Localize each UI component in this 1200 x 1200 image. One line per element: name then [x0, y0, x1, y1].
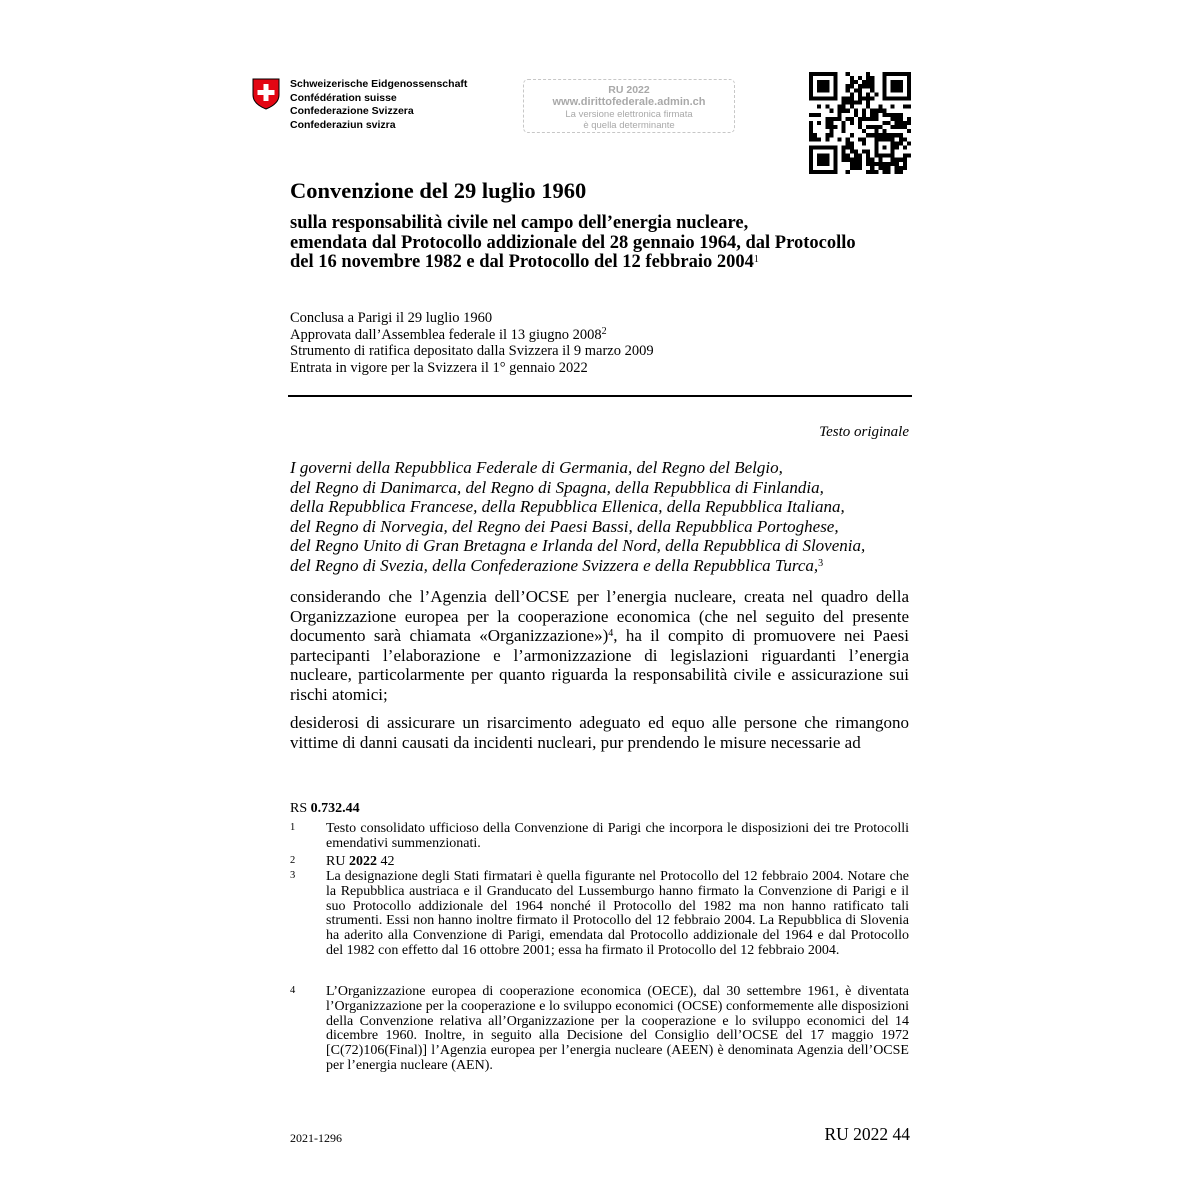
footnote-4 — [290, 985, 909, 1074]
page-title: Convenzione del 29 luglio 1960 — [290, 178, 587, 203]
qr-code-icon — [809, 72, 911, 174]
footnote-1 — [290, 822, 909, 852]
footnote-2 — [290, 855, 909, 870]
confederation-line: Confederazione Svizzera — [290, 105, 414, 117]
page-reference: RU 2022 44 — [824, 1124, 910, 1144]
subtitle-text: del 16 novembre 1982 e dal Protocollo del 12 febbraio 2004 — [290, 252, 754, 272]
stamp-url[interactable]: www.dirittofederale.admin.ch — [552, 96, 706, 108]
document-code: 2021-1296 — [290, 1131, 342, 1145]
preamble — [290, 458, 930, 576]
rs-number — [290, 801, 360, 817]
preamble-line: del Regno Unito di Gran Bretagna e Irlanda del Nord, della Repubblica di Slovenia, — [290, 536, 866, 556]
footnote-number: 3 — [290, 870, 296, 881]
rs-prefix: RS — [290, 801, 311, 816]
footnote-text: L’Organizzazione europea di cooperazione economica (OECE), dal 30 settembre 1961, è diventata l’Organizzazione per la cooperazione e lo sviluppo economici (OCSE) conformemente alle disposizioni della Convenzione relativa all’Organizzazione per la cooperazione e lo sviluppo economici del 14 dicembre 1960. Inoltre, in seguito alla Decisione del Consiglio dell’OCSE del 17 maggio 1972 [C(72)106(Final)] l’Agenzia europea per l’energia nucleare (AEEN) è denominata Agenzia dell’OCSE per l’energia nucleare (AEN). — [326, 984, 909, 1073]
preamble-line: del Regno di Danimarca, del Regno di Spagna, della Repubblica di Finlandia, — [290, 477, 824, 497]
footnote-ref[interactable]: 2 — [601, 325, 607, 337]
paragraph-text: , ha il compito di promuovere nei Paesi partecipanti l’elaborazione e l’armonizzazione di legislazioni riguardanti l’energia nucleare, particolarmente per quanto riguarda la responsabilità civile e assicurazione sui rischi atomici; — [290, 626, 909, 704]
confederation-names — [290, 78, 467, 132]
confederation-line: Confederaziun svizra — [290, 118, 396, 131]
ratification-line: Strumento di ratifica depositato dalla Svizzera il 9 marzo 2009 — [290, 343, 654, 359]
adoption-details — [290, 310, 654, 376]
footnote-text: Testo consolidato ufficioso della Convenzione di Parigi che incorpora le disposizioni dei tre Protocolli emendativi summenzionati. — [326, 821, 909, 851]
footnote-number: 4 — [290, 985, 296, 996]
footnote-number: 2 — [290, 855, 296, 866]
ru-year: 2022 — [348, 854, 377, 869]
swiss-cross-shield-icon — [252, 78, 280, 110]
footnote-3 — [290, 870, 909, 959]
ru-page: 42 — [376, 854, 395, 869]
original-text-label: Testo originale — [819, 424, 909, 440]
approved-line — [290, 327, 654, 344]
rs-value: 0.732.44 — [310, 801, 360, 816]
preamble-line — [290, 556, 930, 576]
page-subtitle — [290, 214, 930, 273]
concluded-line: Conclusa a Parigi il 29 luglio 1960 — [290, 310, 493, 326]
divider — [288, 395, 912, 397]
subtitle-line: sulla responsabilità civile nel campo dell’energia nucleare, — [290, 213, 749, 233]
stamp-note: La versione elettronica firmata — [565, 109, 693, 120]
confederation-line: Confédération suisse — [290, 91, 397, 104]
footnote-ref[interactable]: 4 — [608, 628, 614, 639]
footnote-text — [326, 855, 909, 870]
in-force-line: Entrata in vigore per la Svizzera il 1° gennaio 2022 — [290, 359, 588, 376]
approved-text: Approvata dall’Assemblea federale il 13 giugno 2008 — [290, 326, 602, 343]
confederation-line: Schweizerische Eidgenossenschaft — [290, 78, 468, 90]
considering-paragraph — [290, 587, 909, 704]
footnote-ref[interactable]: 1 — [753, 254, 759, 265]
desiring-paragraph: desiderosi di assicurare un risarcimento adeguato ed equo alle persone che rimangono vittime di danni causati da incidenti nucleari, pur prendendo le misure necessarie ad — [290, 713, 909, 752]
preamble-line: del Regno di Norvegia, del Regno dei Paesi Bassi, della Repubblica Portoghese, — [290, 516, 839, 536]
preamble-text: del Regno di Svezia, della Confederazione Svizzera e della Repubblica Turca, — [290, 555, 819, 575]
footnote-ref[interactable]: 3 — [818, 557, 824, 569]
preamble-line: I governi della Repubblica Federale di Germania, del Regno del Belgio, — [290, 458, 783, 477]
subtitle-line: emendata dal Protocollo addizionale del 28 gennaio 1964, dal Protocollo — [290, 232, 856, 253]
preamble-line: della Repubblica Francese, della Repubblica Ellenica, della Repubblica Italiana, — [290, 497, 845, 517]
electronic-version-stamp — [523, 79, 735, 133]
footnote-text: La designazione degli Stati firmatari è quella figurante nel Protocollo del 12 febbraio 2004. Notare che la Repubblica austriaca e il Granducato del Lussemburgo hanno firmato la Convenzione di Parigi e il suo Protocollo addizionale del 1964 nonché il Protocollo del 1982 ma non hanno ratificato tali strumenti. Essi non hanno inoltre firmato il Protocollo del 12 febbraio 2004. La Repubblica di Slovenia ha aderito alla Convenzione di Parigi, emendata dal Protocollo addizionale del 1964 e dal Protocollo del 1982 con effetto dal 16 ottobre 2001; essa ha firmato il Protocollo del 12 febbraio 2004. — [326, 869, 909, 958]
stamp-ru: RU 2022 — [608, 84, 650, 96]
subtitle-line — [290, 253, 930, 273]
footnote-number: 1 — [290, 822, 296, 833]
stamp-note: è quella determinante — [583, 120, 675, 131]
paragraph-text: considerando che l’Agenzia dell’OCSE per l’energia nucleare, creata nel quadro della Organizzazione europea per la cooperazione economica (che nel seguito del presente documento sarà chiamata «Organizzazione») — [290, 587, 909, 645]
ru-prefix: RU — [326, 854, 349, 869]
